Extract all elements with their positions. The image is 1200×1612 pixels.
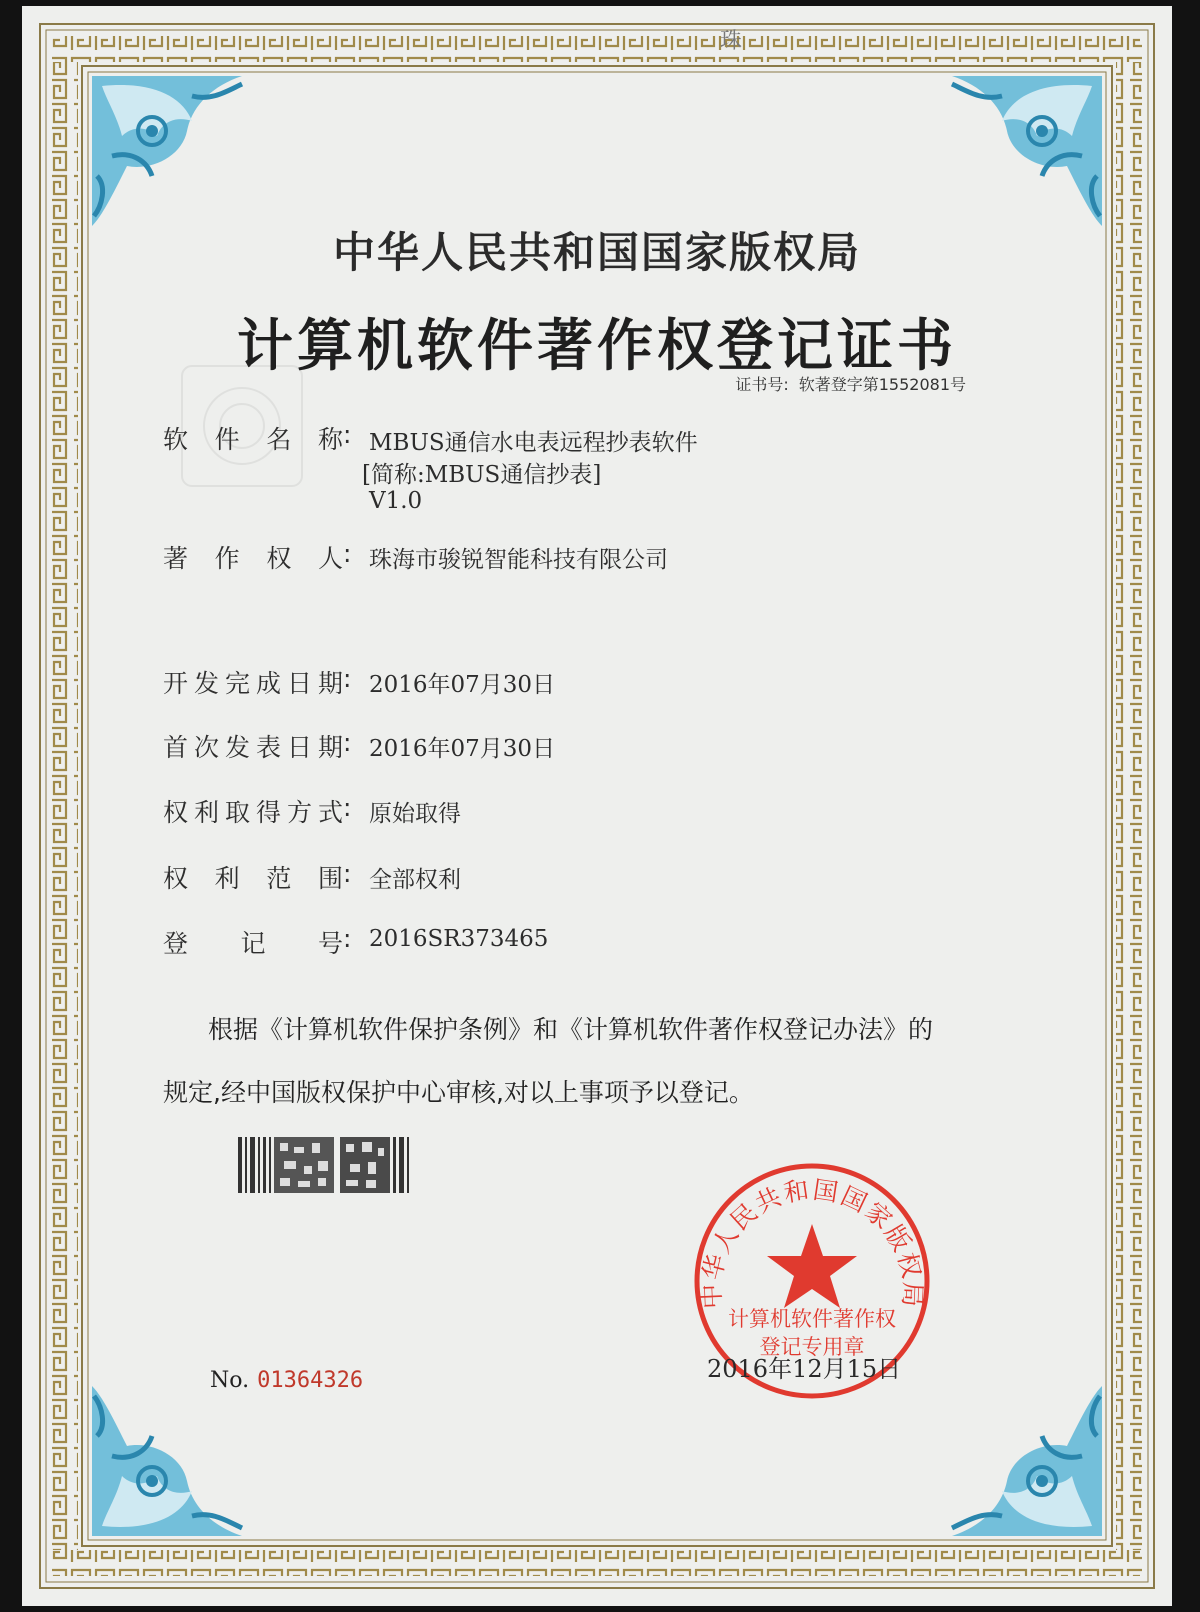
dev-complete-date-label: 开发完成日期: [163, 669, 343, 698]
dev-complete-date-colon: :: [343, 664, 352, 693]
acquisition-method-value: 原始取得: [369, 801, 461, 827]
serial-label: No.: [210, 1368, 250, 1393]
seal-star-icon: [767, 1224, 857, 1308]
certificate-title: 计算机软件著作权登记证书: [237, 313, 957, 379]
certificate-paper: [22, 6, 1172, 1606]
registration-no-colon: :: [343, 924, 352, 953]
statement-line2: 规定,经中国版权保护中心审核,对以上事项予以登记。: [163, 1078, 754, 1107]
copyright-owner-value: 珠海市骏锐智能科技有限公司: [369, 547, 668, 573]
rights-scope-label: 权利范围: [163, 864, 343, 893]
certificate-number-value: 软著登字第1552081号: [798, 375, 966, 394]
certificate-number-label: 证书号:: [735, 375, 789, 394]
software-name-line2: [简称:MBUS通信抄表]: [362, 462, 602, 488]
barcode: [238, 1137, 409, 1193]
acquisition-method-label: 权利取得方式: [163, 798, 343, 827]
first-publish-date-value: 2016年07月30日: [369, 736, 556, 762]
first-publish-date-colon: :: [343, 728, 352, 757]
serial-number: [210, 1368, 363, 1393]
first-publish-date-label: 首次发表日期: [163, 733, 343, 762]
seal-inner-line1: 计算机软件著作权: [728, 1307, 896, 1331]
authority-title: 中华人民共和国国家版权局: [332, 228, 861, 277]
copyright-owner-label: 著作权人: [163, 544, 343, 573]
issue-date: 2016年12月15日: [707, 1355, 902, 1383]
rights-scope-value: 全部权利: [369, 867, 461, 893]
software-name-label: 软件名称: [163, 425, 343, 454]
registration-no-value: 2016SR373465: [369, 926, 549, 952]
software-name-line1: MBUS通信水电表远程抄表软件: [369, 430, 698, 456]
seal-inner-line2: 登记专用章: [759, 1335, 865, 1359]
handwritten-mark: 珠: [720, 29, 743, 54]
registration-no-label: 登记号: [163, 929, 343, 958]
software-name-colon: :: [343, 420, 352, 449]
rights-scope-colon: :: [343, 859, 352, 888]
acquisition-method-colon: :: [343, 793, 352, 822]
certificate-number: [735, 372, 976, 395]
statement-line1: 根据《计算机软件保护条例》和《计算机软件著作权登记办法》的: [208, 1015, 934, 1044]
dev-complete-date-value: 2016年07月30日: [369, 672, 556, 698]
serial-value: 01364326: [257, 1368, 364, 1393]
copyright-owner-colon: :: [343, 539, 352, 568]
software-version: V1.0: [369, 488, 423, 514]
seal-ring-text: 中华人民共和国国家版权局: [696, 1175, 928, 1310]
